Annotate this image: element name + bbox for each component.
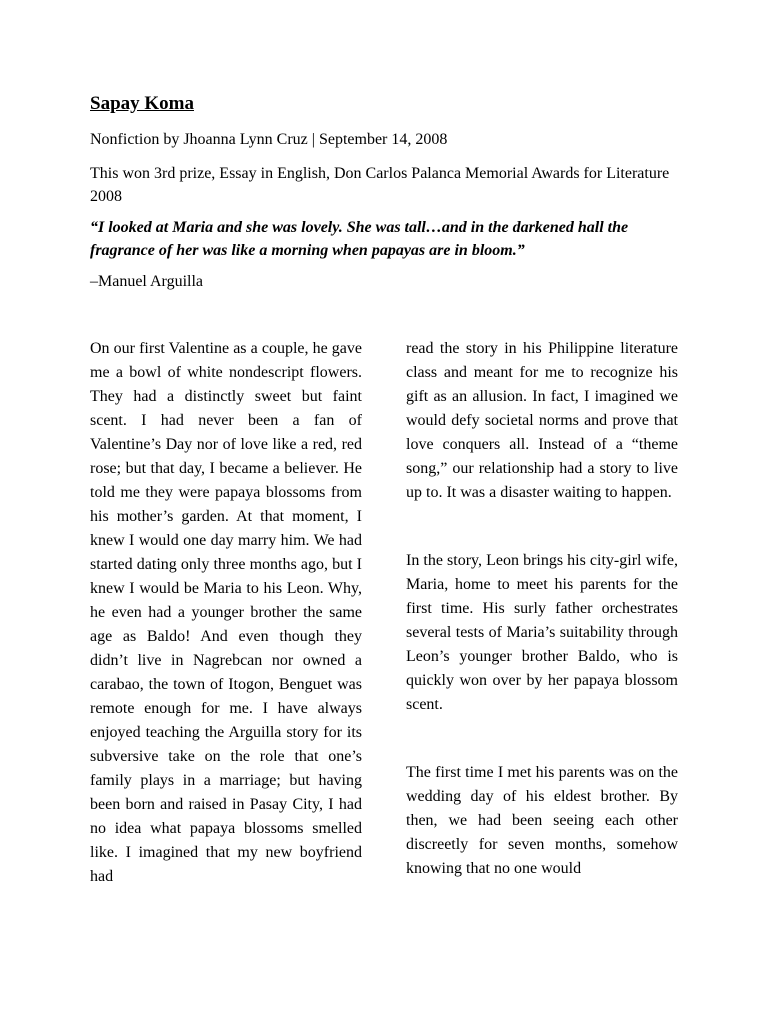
award-note: This won 3rd prize, Essay in English, Don Carlos Palanca Memorial Awards for Literature 2008 <box>90 165 670 205</box>
epigraph-attribution: –Manuel Arguilla <box>90 273 204 290</box>
body-paragraph: The first time I met his parents was on the wedding day of his eldest brother. By then, we had been seeing each other discreetly for seven months, somehow knowing that no one would <box>406 764 678 877</box>
body-paragraph: In the story, Leon brings his city-girl wife, Maria, home to meet his parents for the first time. His surly father orchestrates several tests of Maria’s suitability through Leon’s younger brother Baldo, who is quickly won over by her papaya blossom scent. <box>406 552 678 713</box>
article-title: Sapay Koma <box>90 93 194 114</box>
body-column-left <box>90 337 362 889</box>
article-byline: Nonfiction by Jhoanna Lynn Cruz | September 14, 2008 <box>90 131 448 148</box>
epigraph-quote: “I looked at Maria and she was lovely. She was tall…and in the darkened hall the fragrance of her was like a morning when papayas are in bloom.” <box>90 219 629 259</box>
body-column-right <box>406 337 678 881</box>
body-paragraph: read the story in his Philippine literature class and meant for me to recognize his gift as an allusion. In fact, I imagined we would defy societal norms and prove that love conquers all. Instead of a “theme song,” our relationship had a story to live up to. It was a disaster waiting to happen. <box>406 340 678 501</box>
body-paragraph: On our first Valentine as a couple, he gave me a bowl of white nondescript flowers. They had a distinctly sweet but faint scent. I had never been a fan of Valentine’s Day nor of love like a red, red rose; but that day, I became a believer. He told me they were papaya blossoms from his mother’s garden. At that moment, I knew I would one day marry him. We had started dating only three months ago, but I knew I would be Maria to his Leon. Why, he even had a younger brother the same age as Baldo! And even though they didn’t live in Nagrebcan nor owned a carabao, the town of Itogon, Benguet was remote enough for me. I have always enjoyed teaching the Arguilla story for its subversive take on the role that one’s family plays in a marriage; but having been born and raised in Pasay City, I had no idea what papaya blossoms smelled like. I imagined that my new boyfriend had <box>90 340 362 885</box>
